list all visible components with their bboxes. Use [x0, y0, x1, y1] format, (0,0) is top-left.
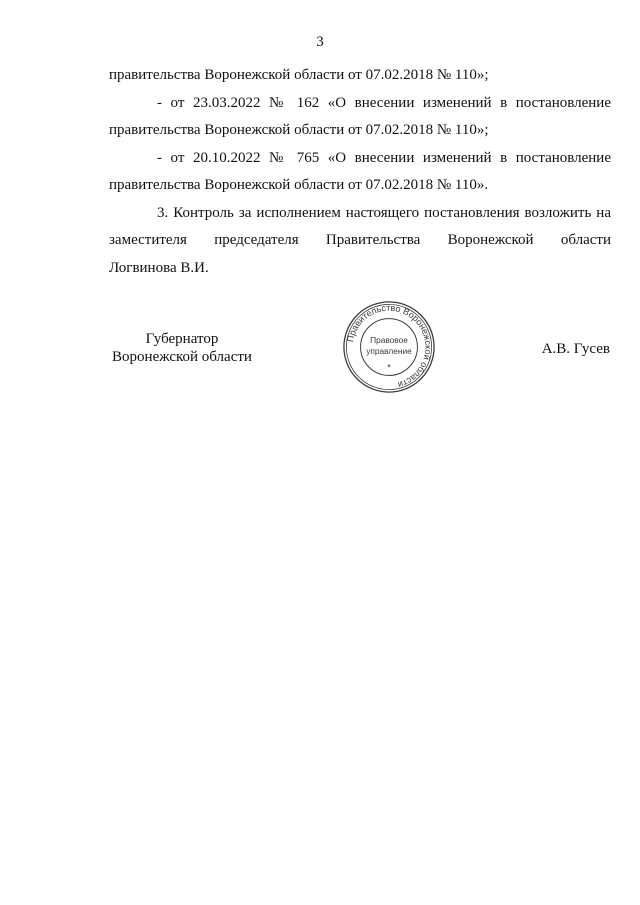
text-line: - от 23.03.2022 № 162 «О внесении изменений в постановление — [157, 94, 611, 111]
stamp-center-line1: Правовое — [370, 335, 408, 346]
text-line: правительства Воронежской области от 07.02.2018 № 110»; — [109, 67, 489, 83]
signer-name: А.В. Гусев — [541, 341, 610, 357]
stamp-center-line2: управление — [366, 345, 412, 356]
text-line: 3. Контроль за исполнением настоящего постановления возложить на — [157, 204, 611, 221]
text-line: правительства Воронежской области от 07.02.2018 № 110»; — [109, 122, 489, 138]
page-number: 3 — [316, 34, 324, 50]
text-line: - от 20.10.2022 № 765 «О внесении изменений в постановление — [157, 149, 611, 166]
text-line: заместителя председателя Правительства Воронежской области — [109, 232, 611, 248]
stamp-ring-text: Правительство Воронежской области — [345, 302, 434, 391]
signer-position-line1: Губернатор — [145, 331, 219, 347]
official-stamp — [340, 298, 438, 396]
stamp-star-icon: * — [387, 362, 391, 373]
document-body — [109, 62, 611, 282]
text-line: Логвинова В.И. — [109, 259, 209, 276]
signer-position — [108, 330, 256, 366]
text-line: правительства Воронежской области от 07.02.2018 № 110». — [109, 177, 489, 193]
signer-position-line2: Воронежской области — [112, 349, 252, 365]
